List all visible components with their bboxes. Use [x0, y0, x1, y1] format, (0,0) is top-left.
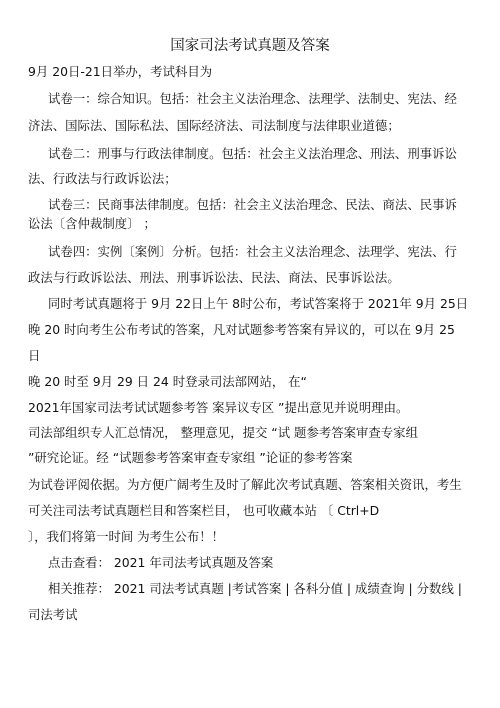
paper-three-line-2: 讼法〔含仲裁制度〕 ；: [28, 216, 156, 231]
announcement-line-2: 晚 20 时向考生公布考试的答案，凡对试题参考答案有异议的，可以在 9月 25: [28, 322, 455, 337]
announcement-line-4: 晚 20 时至 9月 29 日 24 时登录司法部网站， 在“: [28, 374, 307, 389]
announcement-line-8: 为试卷评阅依据。为方便广阔考生及时了解此次考试真题、答案相关资讯，考生: [28, 477, 462, 492]
announcement-line-1: 同时考试真题将于 9月 22日上午 8时公布，考试答案将于 2021年 9月 25日: [48, 296, 469, 311]
paper-two-line-1: 试卷二：刑事与行政法律制度。包括：社会主义法治理念、刑法、刑事诉讼: [48, 146, 457, 161]
paper-one-line-1: 试卷一：综合知识。包括：社会主义法治理念、法理学、法制史、宪法、经: [48, 91, 457, 106]
paper-two-line-2: 法、行政法与行政诉讼法；: [28, 171, 177, 186]
click-to-view-link[interactable]: 点击查看： 2021 年司法考试真题及答案: [48, 555, 274, 570]
related-recommendations-links-cont[interactable]: 司法考试: [28, 607, 78, 622]
announcement-line-5: 2021年国家司法考试试题参考答 案异议专区 ”提出意见并说明理由。: [28, 400, 409, 415]
exam-dates-line: 9月 20日-21日举办，考试科目为: [28, 64, 213, 79]
announcement-line-10: 〕，我们将第一时间 为考生公布！！: [28, 529, 224, 544]
document-title: 国家司法考试真题及答案: [170, 38, 330, 54]
paper-three-line-1: 试卷三：民商事法律制度。包括：社会主义法治理念、民法、商法、民事诉: [48, 197, 457, 212]
announcement-line-3: 日: [28, 348, 41, 363]
announcement-line-6: 司法部组织专人汇总情况， 整理意见，提交 “试 题参考答案审查专家组: [28, 425, 418, 440]
announcement-line-7: ”研究论证。经 “试题参考答案审查专家组 ”论证的参考答案: [28, 450, 353, 465]
related-recommendations-links[interactable]: 相关推荐： 2021 司法考试真题 |考试答案 | 各科分值 | 成绩查询 | 分数线 |: [48, 581, 462, 596]
paper-one-line-2: 济法、国际法、国际私法、国际经济法、司法制度与法律职业道德；: [28, 118, 400, 133]
announcement-line-9: 可关注司法考试真题栏目和答案栏目， 也可收藏本站 〔 Ctrl+D: [28, 503, 380, 518]
paper-four-line-1: 试卷四：实例〔案例〕分析。包括：社会主义法治理念、法理学、宪法、行: [48, 244, 457, 259]
paper-four-line-2: 政法与行政诉讼法、刑法、刑事诉讼法、民法、商法、民事诉讼法。: [28, 270, 400, 285]
